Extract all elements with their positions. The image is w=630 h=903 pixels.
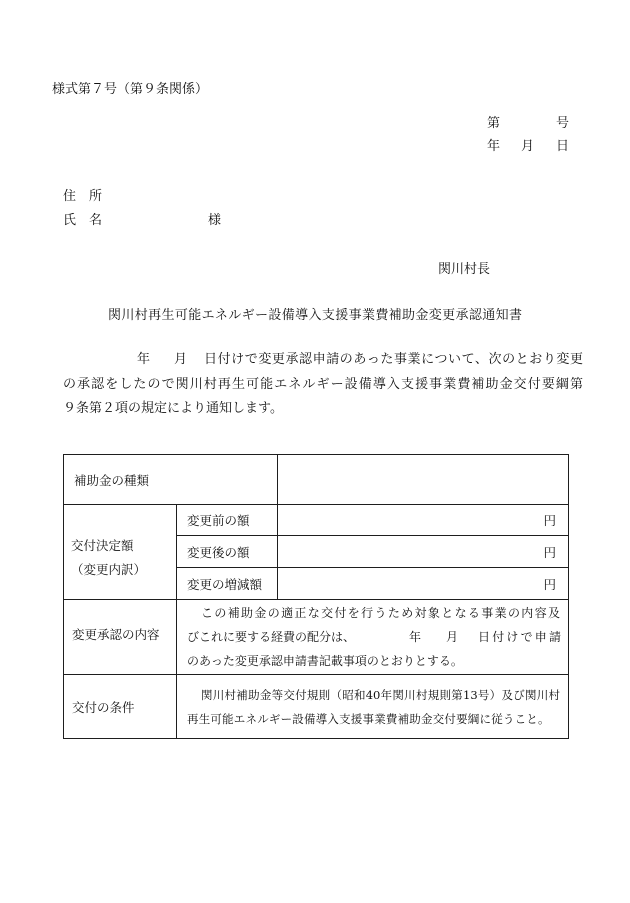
table-row — [64, 505, 569, 536]
change-content-line-2 — [187, 625, 560, 649]
amount-before-value: 円 — [278, 505, 569, 536]
amount-after-value: 円 — [278, 536, 569, 568]
conditions-line-1: 関川村補助金等交付規則（昭和40年関川村規則第13号）及び関川村 — [201, 687, 561, 702]
doc-number-prefix: 第 — [487, 116, 501, 131]
subsidy-type-label: 補助金の種類 — [64, 455, 278, 505]
body-date-month: 月 — [174, 352, 188, 367]
change-content-value — [177, 600, 569, 675]
amount-difference-value: 円 — [278, 568, 569, 600]
change-content-line-2-rest: 日付けで申請 — [478, 630, 561, 644]
body-line-2: の承認をしたので関川村再生可能エネルギー設備導入支援事業費補助金交付要綱第 — [63, 377, 583, 392]
table-row — [64, 455, 569, 505]
conditions-label: 交付の条件 — [64, 675, 177, 739]
change-content-line-1: この補助金の適正な交付を行うため対象となる事業の内容及 — [201, 606, 561, 620]
recipient-honorific: 様 — [208, 213, 222, 228]
recipient-name-label: 氏 名 — [63, 213, 103, 228]
change-content-line-2-lead: びこれに要する経費の配分は、 — [187, 630, 356, 644]
grant-amount-label-main: 交付決定額 — [71, 538, 134, 553]
issue-date-month: 月 — [521, 139, 535, 154]
application-date-month: 月 — [446, 630, 459, 644]
table-row — [64, 600, 569, 675]
issue-date-year: 年 — [487, 139, 501, 154]
table-row — [64, 675, 569, 739]
document-title: 関川村再生可能エネルギー設備導入支援事業費補助金変更承認通知書 — [108, 308, 522, 323]
grant-amount-label — [64, 505, 177, 600]
amount-difference-label: 変更の増減額 — [177, 568, 278, 600]
amount-before-label: 変更前の額 — [177, 505, 278, 536]
body-date-year: 年 — [137, 352, 151, 367]
conditions-line-2: 再生可能エネルギー設備導入支援事業費補助金交付要綱に従うこと。 — [187, 711, 550, 726]
doc-number-suffix: 号 — [556, 116, 570, 131]
form-number: 様式第７号（第９条関係） — [52, 82, 209, 97]
body-line-1: 日付けで変更承認申請のあった事業について、次のとおり変更 — [204, 352, 583, 367]
grant-amount-label-sub: （変更内訳） — [71, 562, 147, 577]
sender-title: 関川村長 — [438, 262, 491, 277]
issue-date-day: 日 — [556, 139, 570, 154]
change-content-label: 変更承認の内容 — [64, 600, 177, 675]
subsidy-type-value — [278, 455, 569, 505]
application-date-year: 年 — [409, 630, 422, 644]
change-content-line-3: のあった変更承認申請書記載事項のとおりとする。 — [187, 654, 463, 668]
amount-after-label: 変更後の額 — [177, 536, 278, 568]
body-line-3: ９条第２項の規定により通知します。 — [63, 401, 283, 416]
change-detail-table — [63, 454, 569, 739]
conditions-value — [177, 675, 569, 739]
recipient-address-label: 住 所 — [63, 189, 103, 204]
